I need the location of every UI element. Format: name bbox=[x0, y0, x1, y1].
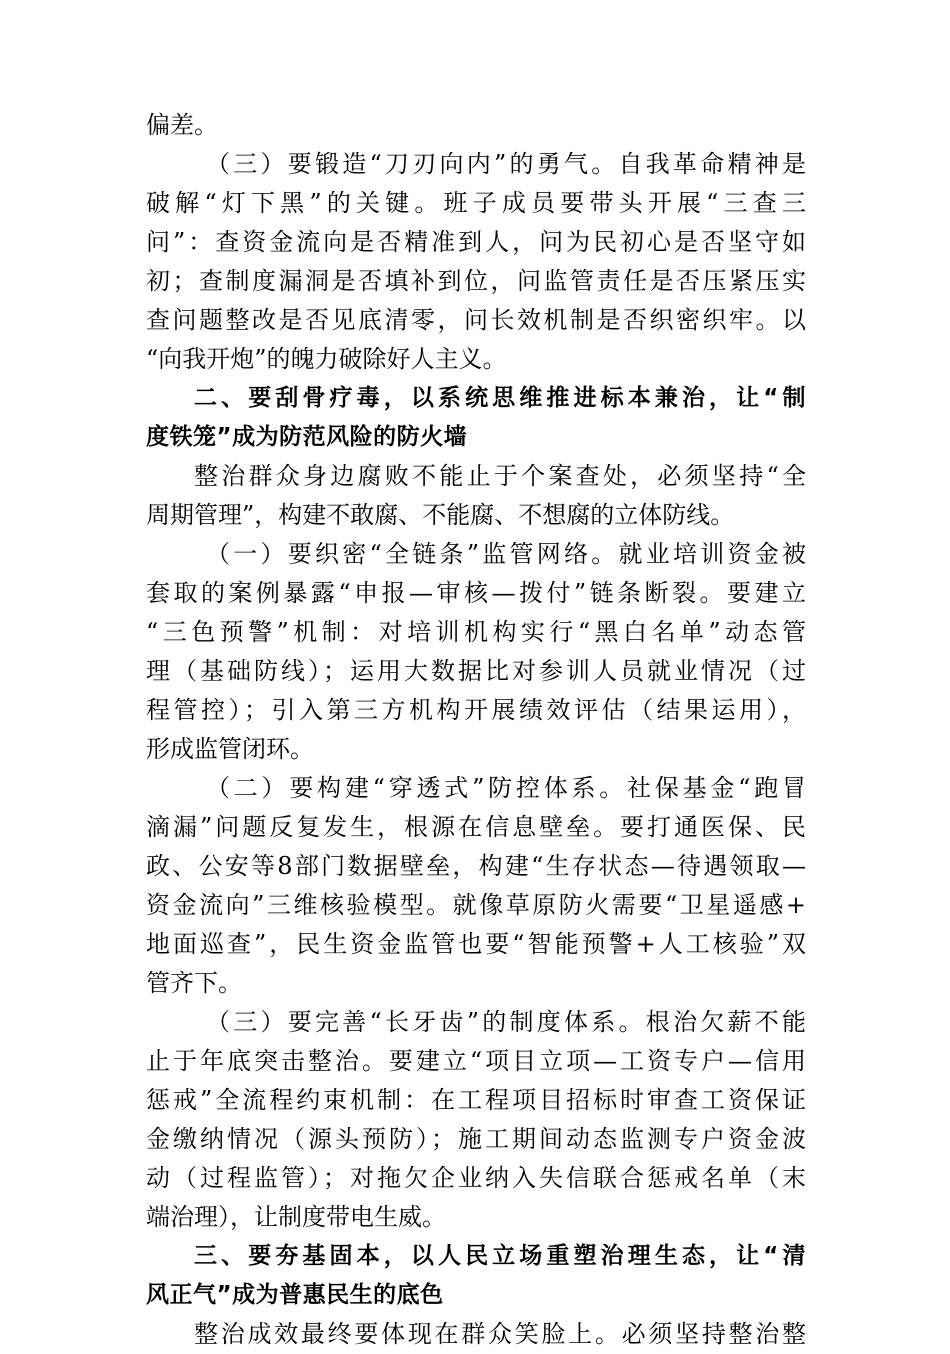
section-heading: 风正气”成为普惠民生的底色 bbox=[146, 1282, 444, 1308]
text-line: 整治群众身边腐败不能止于个案查处，必须坚持“全 bbox=[194, 462, 806, 490]
document-body bbox=[146, 106, 806, 1354]
text-line: 程管控）；引入第三方机构开展绩效评估（结果运用）， bbox=[146, 696, 806, 724]
text-line: “向我开炮”的魄力破除好人主义。 bbox=[146, 345, 507, 373]
text-line: 整治成效最终要体现在群众笑脸上。必须坚持整治整 bbox=[194, 1320, 806, 1348]
text-line: 形成监管闭环。 bbox=[146, 735, 314, 763]
text-line: 偏差。 bbox=[146, 111, 218, 139]
text-line: 初；查制度漏洞是否填补到位，问监管责任是否压紧压实 bbox=[146, 267, 806, 295]
text-line: 问”：查资金流向是否精准到人，问为民初心是否坚守如 bbox=[146, 228, 806, 256]
text-line: 套取的案例暴露“申报—审核—拨付”链条断裂。要建立 bbox=[146, 579, 806, 607]
text-line: 政、公安等8部门数据壁垒，构建“生存状态—待遇领取— bbox=[146, 852, 806, 880]
text-line: 端治理），让制度带电生威。 bbox=[146, 1203, 446, 1231]
text-line: 资金流向”三维核验模型。就像草原防火需要“卫星遥感+ bbox=[146, 891, 806, 919]
text-line: 理（基础防线）；运用大数据比对参训人员就业情况（过 bbox=[146, 657, 806, 685]
text-line: （二）要构建“穿透式”防控体系。社保基金“跑冒 bbox=[206, 774, 806, 802]
text-line: 止于年底突击整治。要建立“项目立项—工资专户—信用 bbox=[146, 1047, 806, 1075]
text-line: 查问题整改是否见底清零，问长效机制是否织密织牢。以 bbox=[146, 306, 806, 334]
text-line: 惩戒”全流程约束机制：在工程项目招标时审查工资保证 bbox=[146, 1086, 806, 1114]
text-line: 金缴纳情况（源头预防）；施工期间动态监测专户资金波 bbox=[146, 1125, 806, 1153]
text-line: 动（过程监管）；对拖欠企业纳入失信联合惩戒名单（末 bbox=[146, 1164, 806, 1192]
text-line: 破解“灯下黑”的关键。班子成员要带头开展“三查三 bbox=[146, 189, 806, 217]
text-line: 周期管理”，构建不敢腐、不能腐、不想腐的立体防线。 bbox=[146, 501, 735, 529]
section-heading: 二、要刮骨疗毒，以系统思维推进标本兼治，让“制 bbox=[194, 385, 806, 411]
section-heading: 度铁笼”成为防范风险的防火墙 bbox=[146, 424, 468, 450]
text-line: 滴漏”问题反复发生，根源在信息壁垒。要打通医保、民 bbox=[146, 813, 806, 841]
text-line: 地面巡查”，民生资金监管也要“智能预警+人工核验”双 bbox=[146, 930, 806, 958]
text-line: （三）要锻造“刀刃向内”的勇气。自我革命精神是 bbox=[206, 150, 806, 178]
text-line: （一）要织密“全链条”监管网络。就业培训资金被 bbox=[206, 540, 806, 568]
text-line: 管齐下。 bbox=[146, 969, 242, 997]
section-heading: 三、要夯基固本，以人民立场重塑治理生态，让“清 bbox=[194, 1243, 806, 1269]
text-line: （三）要完善“长牙齿”的制度体系。根治欠薪不能 bbox=[206, 1008, 806, 1036]
text-line: “三色预警”机制：对培训机构实行“黑白名单”动态管 bbox=[146, 618, 806, 646]
